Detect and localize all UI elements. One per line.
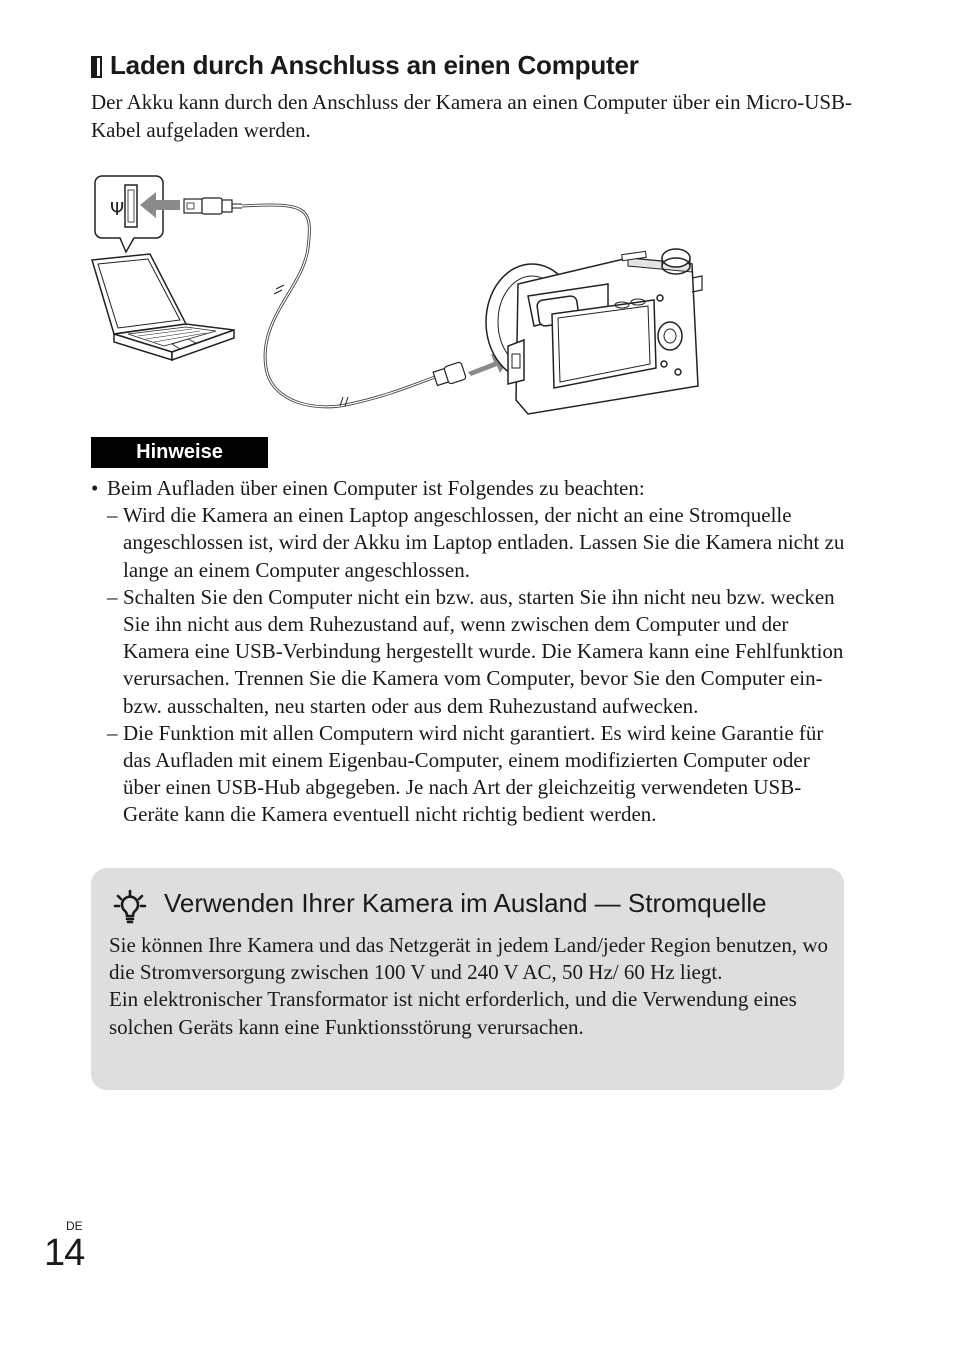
- heading-marker-icon: [91, 56, 102, 78]
- tip-paragraph: Sie können Ihre Kamera und das Netzgerät in jedem Land/jeder Region benutzen, wo die Stromversorgung zwischen 100 V und 240 V AC, 50 Hz/ 60 Hz liegt.: [109, 933, 828, 985]
- language-label: DE: [66, 1219, 83, 1233]
- camera-illustration: [486, 249, 702, 414]
- laptop-illustration: [92, 254, 234, 360]
- page-number: 14: [44, 1232, 85, 1274]
- list-item: [91, 475, 851, 829]
- list-item: – Die Funktion mit allen Computern wird nicht garantiert. Es wird keine Garantie für das Aufladen mit einem Eigenbau-Computer, einem modifizierten Computer oder über einen USB-Hub abgegeben. Je nach Art der gleichzeitig verwendeten USB-Geräte kann die Kamera eventuell nicht richtig bedient werden.: [107, 720, 851, 829]
- tip-title: Verwenden Ihrer Kamera im Ausland — Stromquelle: [164, 888, 767, 918]
- tip-box: [91, 868, 844, 1090]
- usb-a-plug: [184, 198, 242, 214]
- notes-badge: Hinweise: [91, 437, 268, 468]
- section-heading: [91, 50, 639, 81]
- micro-usb-plug: [433, 362, 466, 386]
- notes-bullet-text: Beim Aufladen über einen Computer ist Folgendes zu beachten:: [107, 476, 645, 500]
- usb-cable: [242, 205, 438, 407]
- lightbulb-icon: [113, 888, 147, 924]
- intro-paragraph: Der Akku kann durch den Anschluss der Kamera an einen Computer über ein Micro-USB-Kabel aufgeladen werden.: [91, 90, 853, 142]
- notes-section: [91, 475, 851, 829]
- list-item: – Schalten Sie den Computer nicht ein bzw. aus, starten Sie ihn nicht neu bzw. wecken Sie ihn nicht aus dem Ruhezustand auf, wenn zwischen dem Computer und der Kamera eine USB-Verbindung hergestellt wurde. Die Kamera kann eine Fehlfunktion verursachen. Trennen Sie die Kamera vom Computer, bevor Sie den Computer ein- bzw. ausschalten, neu starten oder aus dem Ruhezustand aufwecken.: [107, 584, 851, 720]
- list-item: – Wird die Kamera an einen Laptop angeschlossen, der nicht an eine Stromquelle angeschlossen ist, wird der Akku im Laptop entladen. Lassen Sie die Kamera nicht zu lange an einem Computer angeschlossen.: [107, 502, 851, 584]
- usb-symbol-icon: Ψ: [110, 199, 125, 220]
- tip-paragraph: Ein elektronischer Transformator ist nicht erforderlich, und die Verwendung eines solchen Geräts kann eine Funktionsstörung verursachen.: [109, 987, 797, 1039]
- tip-body: [109, 932, 829, 1041]
- usb-connection-diagram: [88, 168, 718, 428]
- section-heading-text: Laden durch Anschluss an einen Computer: [110, 50, 639, 80]
